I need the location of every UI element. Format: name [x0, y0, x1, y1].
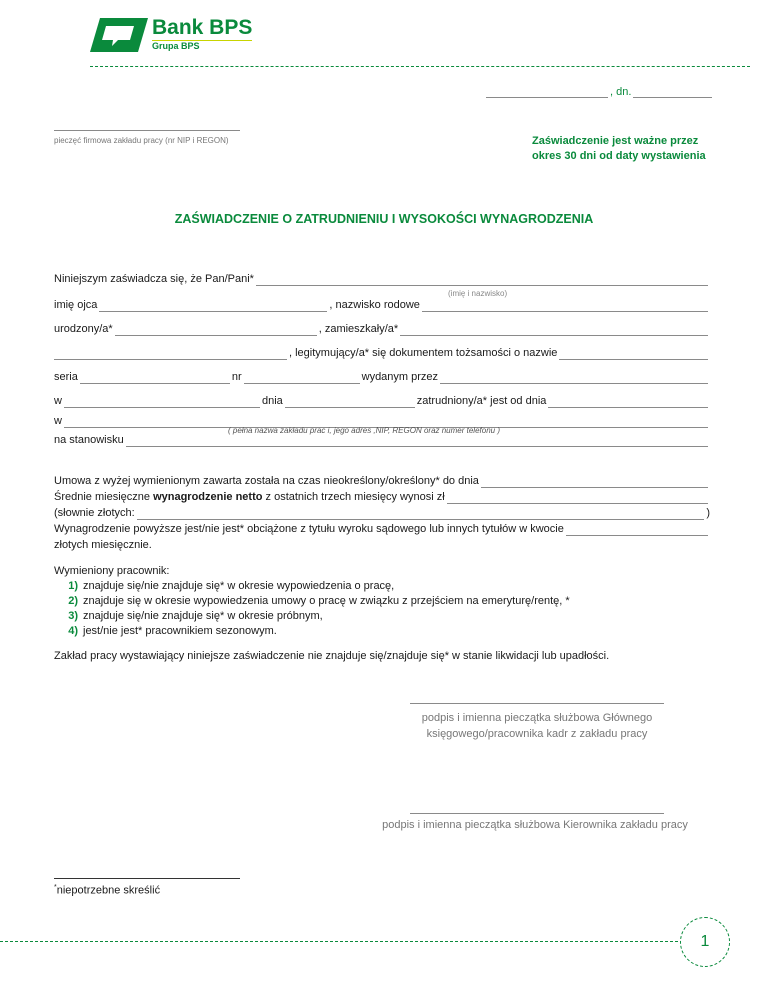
- series-label: seria: [54, 371, 78, 383]
- signature-caption-line-2: księgowego/pracownika kadr z zakładu pracy: [426, 728, 648, 740]
- footnote-mark: *: [54, 884, 57, 891]
- list-number: 1): [68, 580, 78, 592]
- list-item: [60, 609, 570, 624]
- validity-note: [532, 134, 706, 164]
- form-line-employed: [54, 394, 710, 408]
- bank-name: Bank BPS: [152, 16, 253, 39]
- document-title: ZAŚWIADCZENIE O ZATRUDNIENIU I WYSOKOŚCI WYNAGRODZENIA: [174, 212, 594, 226]
- birth-label: urodzony/a*: [54, 323, 113, 335]
- list-text: jest/nie jest* pracownikiem sezonowym.: [83, 625, 277, 637]
- employer-label: w: [54, 415, 62, 427]
- form-line-birth: [54, 322, 710, 336]
- form-line-series: [54, 370, 710, 384]
- maiden-name-label: , nazwisko rodowe: [329, 299, 420, 311]
- logo-underline: [152, 40, 252, 41]
- address-label: , zamieszkały/a*: [318, 323, 399, 335]
- day-label: dnia: [261, 395, 283, 407]
- signature-caption-accountant: [390, 710, 684, 742]
- garnish-amount-field[interactable]: [566, 525, 708, 536]
- address-continued-field[interactable]: [54, 349, 287, 360]
- position-label: na stanowisku: [54, 434, 124, 446]
- address-field[interactable]: [400, 325, 708, 336]
- employed-since-field[interactable]: [548, 397, 708, 408]
- signature-line-manager[interactable]: [410, 813, 664, 814]
- signature-line-accountant[interactable]: [410, 703, 664, 704]
- place-field: [486, 87, 608, 98]
- garnish-line-2: złotych miesięcznie.: [54, 539, 152, 551]
- liquidation-statement: Zakład pracy wystawiający niniejsze zaświadczenie nie znajduje się/znajduje się* w stanie likwidacji lub upadłości.: [54, 650, 610, 662]
- salary-words-close: ): [706, 507, 710, 519]
- series-field[interactable]: [80, 373, 230, 384]
- header-divider: [90, 66, 750, 67]
- page-number: 1: [700, 933, 710, 950]
- list-item: [60, 624, 570, 639]
- list-text: znajduje się/nie znajduje się* w okresie próbnym,: [83, 610, 323, 622]
- employee-list-title: Wymieniony pracownik:: [54, 565, 170, 577]
- date-label: , dn.: [610, 86, 632, 98]
- stamp-line: [54, 130, 240, 131]
- salary-words-line: [54, 506, 710, 520]
- id-doc-label: , legitymujący/a* się dokumentem tożsamości o nazwie: [289, 347, 558, 359]
- employed-since-label: zatrudniony/a* jest od dnia: [416, 395, 547, 407]
- salary-words-field[interactable]: [137, 509, 705, 520]
- name-label: Niniejszym zaświadcza się, że Pan/Pani*: [54, 273, 254, 285]
- salary-text-bold: wynagrodzenie netto: [153, 491, 263, 503]
- list-text: znajduje się/nie znajduje się* w okresie wypowiedzenia o pracę,: [83, 580, 395, 592]
- list-text: znajduje się w okresie wypowiedzenia umowy o pracę w związku z przejściem na emeryturę/rentę, *: [83, 595, 570, 607]
- date-value-field: [633, 87, 712, 98]
- signature-caption-manager: podpis i imienna pieczątka służbowa Kierownika zakładu pracy: [382, 819, 688, 831]
- stamp-caption: pieczęć firmowa zakładu pracy (nr NIP i REGON): [54, 136, 229, 145]
- footnote-separator: [54, 878, 240, 879]
- list-item: [60, 579, 570, 594]
- footnote-text: niepotrzebne skreślić: [56, 884, 161, 897]
- page-number-badge: [680, 917, 730, 967]
- bank-group: Grupa BPS: [152, 41, 200, 51]
- date-field: [484, 86, 714, 98]
- validity-line-2: okres 30 dni od daty wystawienia: [532, 150, 706, 162]
- issued-by-field[interactable]: [440, 373, 708, 384]
- employee-status-list: [60, 579, 570, 639]
- salary-text-a: Średnie miesięczne: [54, 491, 154, 503]
- maiden-name-field[interactable]: [422, 301, 708, 312]
- father-name-field[interactable]: [99, 301, 327, 312]
- number-field[interactable]: [244, 373, 360, 384]
- employer-place-field[interactable]: [64, 397, 260, 408]
- salary-line: [54, 490, 710, 504]
- bank-logo-icon: [90, 16, 148, 54]
- salary-amount-field[interactable]: [447, 493, 708, 504]
- list-number: 3): [68, 610, 78, 622]
- employer-hint: ( pełna nazwa zakładu prac i, jego adres ,NIP, REGON oraz numer telefonu ): [228, 426, 500, 435]
- signature-caption-line-1: podpis i imienna pieczątka służbowa Głównego: [421, 712, 653, 724]
- form-line-position: [54, 433, 710, 447]
- contract-end-field[interactable]: [481, 477, 708, 488]
- issued-by-label: wydanym przez: [361, 371, 439, 383]
- footnote: [54, 884, 160, 897]
- form-line-id: [54, 346, 710, 360]
- number-label: nr: [231, 371, 242, 383]
- name-field[interactable]: [256, 275, 708, 286]
- form-line-name: [54, 272, 710, 286]
- validity-line-1: Zaświadczenie jest ważne przez: [532, 135, 699, 147]
- list-item: [60, 594, 570, 609]
- issue-date-field[interactable]: [285, 397, 415, 408]
- garnish-text: Wynagrodzenie powyższe jest/nie jest* obciążone z tytułu wyroku sądowego lub innych tytułów w kwocie: [54, 523, 564, 535]
- place-label: w: [54, 395, 62, 407]
- bank-logo: [90, 16, 265, 56]
- list-number: 2): [68, 595, 78, 607]
- contract-line: [54, 474, 710, 488]
- contract-text: Umowa z wyżej wymienionym zawarta została na czas nieokreślony/określony* do dnia: [54, 475, 479, 487]
- form-line-father: [54, 298, 710, 312]
- id-doc-name-field[interactable]: [559, 349, 708, 360]
- name-hint: (imię i nazwisko): [448, 289, 508, 298]
- list-number: 4): [68, 625, 78, 637]
- garnish-line: [54, 522, 710, 536]
- footer-divider: [0, 941, 678, 942]
- salary-text-c: z ostatnich trzech miesięcy wynosi zł: [262, 491, 445, 503]
- position-field[interactable]: [126, 436, 708, 447]
- birth-field[interactable]: [115, 325, 317, 336]
- father-label: imię ojca: [54, 299, 98, 311]
- salary-words-label: (słownie złotych:: [54, 507, 135, 519]
